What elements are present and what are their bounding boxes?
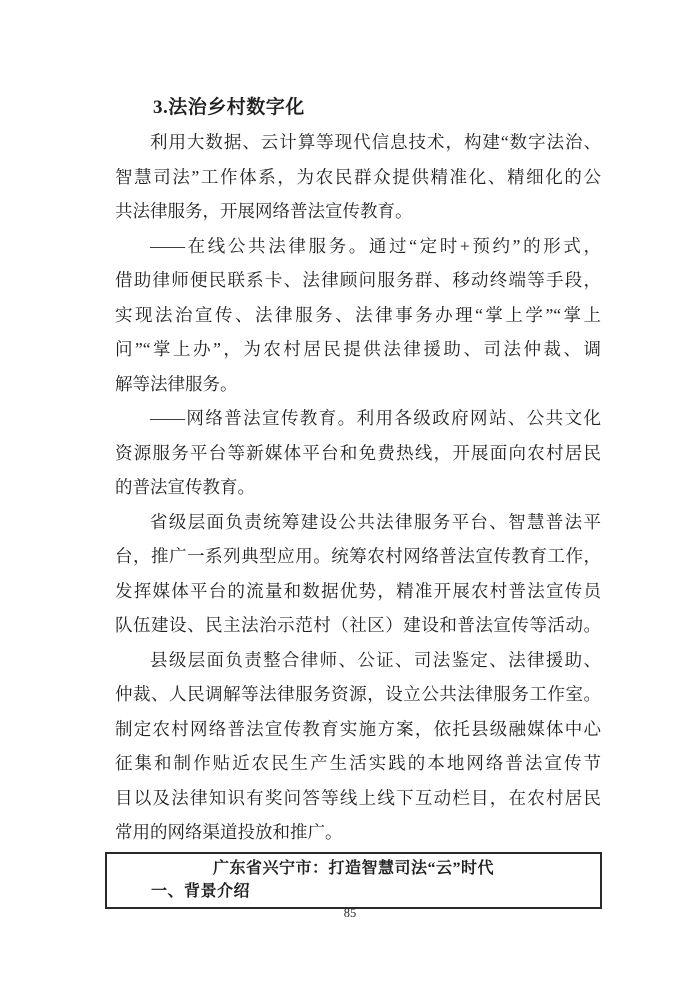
case-study-title: 广东省兴宁市：打造智慧司法“云”时代 — [212, 859, 494, 877]
text-line: 问”“掌上办”，为农村居民提供法律援助、司法仲裁、调 — [115, 339, 601, 359]
text-line: 的普法宣传教育。 — [115, 477, 255, 497]
text-line: 资源服务平台等新媒体平台和免费热线，开展面向农村居民 — [115, 442, 601, 463]
text-line: 利用大数据、云计算等现代信息技术，构建“数字法治、 — [150, 132, 601, 152]
text-line: 台，推广一系列典型应用。统筹农村网络普法宣传教育工作， — [115, 546, 601, 566]
paragraph — [115, 229, 601, 402]
paragraph — [115, 643, 601, 850]
paragraph — [115, 401, 601, 505]
text-line: 目以及法律知识有奖问答等线上线下互动栏目，在农村居民 — [115, 787, 601, 808]
text-line: 制定农村网络普法宣传教育实施方案，依托县级融媒体中心 — [115, 718, 601, 739]
text-line: 队伍建设、民主法治示范村（社区）建设和普法宣传等活动。 — [115, 615, 601, 635]
text-line: 共法律服务，开展网络普法宣传教育。 — [115, 201, 413, 221]
text-line: 发挥媒体平台的流量和数据优势，精准开展农村普法宣传员 — [115, 580, 601, 601]
paragraph — [115, 125, 601, 229]
text-line: 仲裁、人民调解等法律服务资源，设立公共法律服务工作室。 — [115, 684, 601, 704]
text-line: 实现法治宣传、法律服务、法律事务办理“掌上学”“掌上 — [115, 304, 601, 325]
case-study-box — [105, 852, 602, 909]
text-line: 智慧司法”工作体系，为农民群众提供精准化、精细化的公 — [115, 166, 601, 187]
page-number: 85 — [343, 906, 357, 920]
text-line: 省级层面负责统筹建设公共法律服务平台、智慧普法平 — [150, 511, 601, 532]
paragraph — [115, 505, 601, 643]
text-line: ——网络普法宣传教育。利用各级政府网站、公共文化 — [150, 408, 601, 428]
text-line: ——在线公共法律服务。通过“定时+预约”的形式， — [150, 235, 601, 256]
case-study-subheading: 一、背景介绍 — [151, 882, 251, 900]
text-line: 借助律师便民联系卡、法律顾问服务群、移动终端等手段， — [115, 270, 601, 290]
text-line: 常用的网络渠道投放和推广。 — [115, 822, 343, 842]
text-line: 征集和制作贴近农民生产生活实践的本地网络普法宣传节 — [115, 753, 601, 773]
text-line: 解等法律服务。 — [115, 373, 238, 394]
section-heading: 3.法治乡村数字化 — [153, 97, 305, 118]
text-line: 县级层面负责整合律师、公证、司法鉴定、法律援助、 — [150, 649, 601, 670]
